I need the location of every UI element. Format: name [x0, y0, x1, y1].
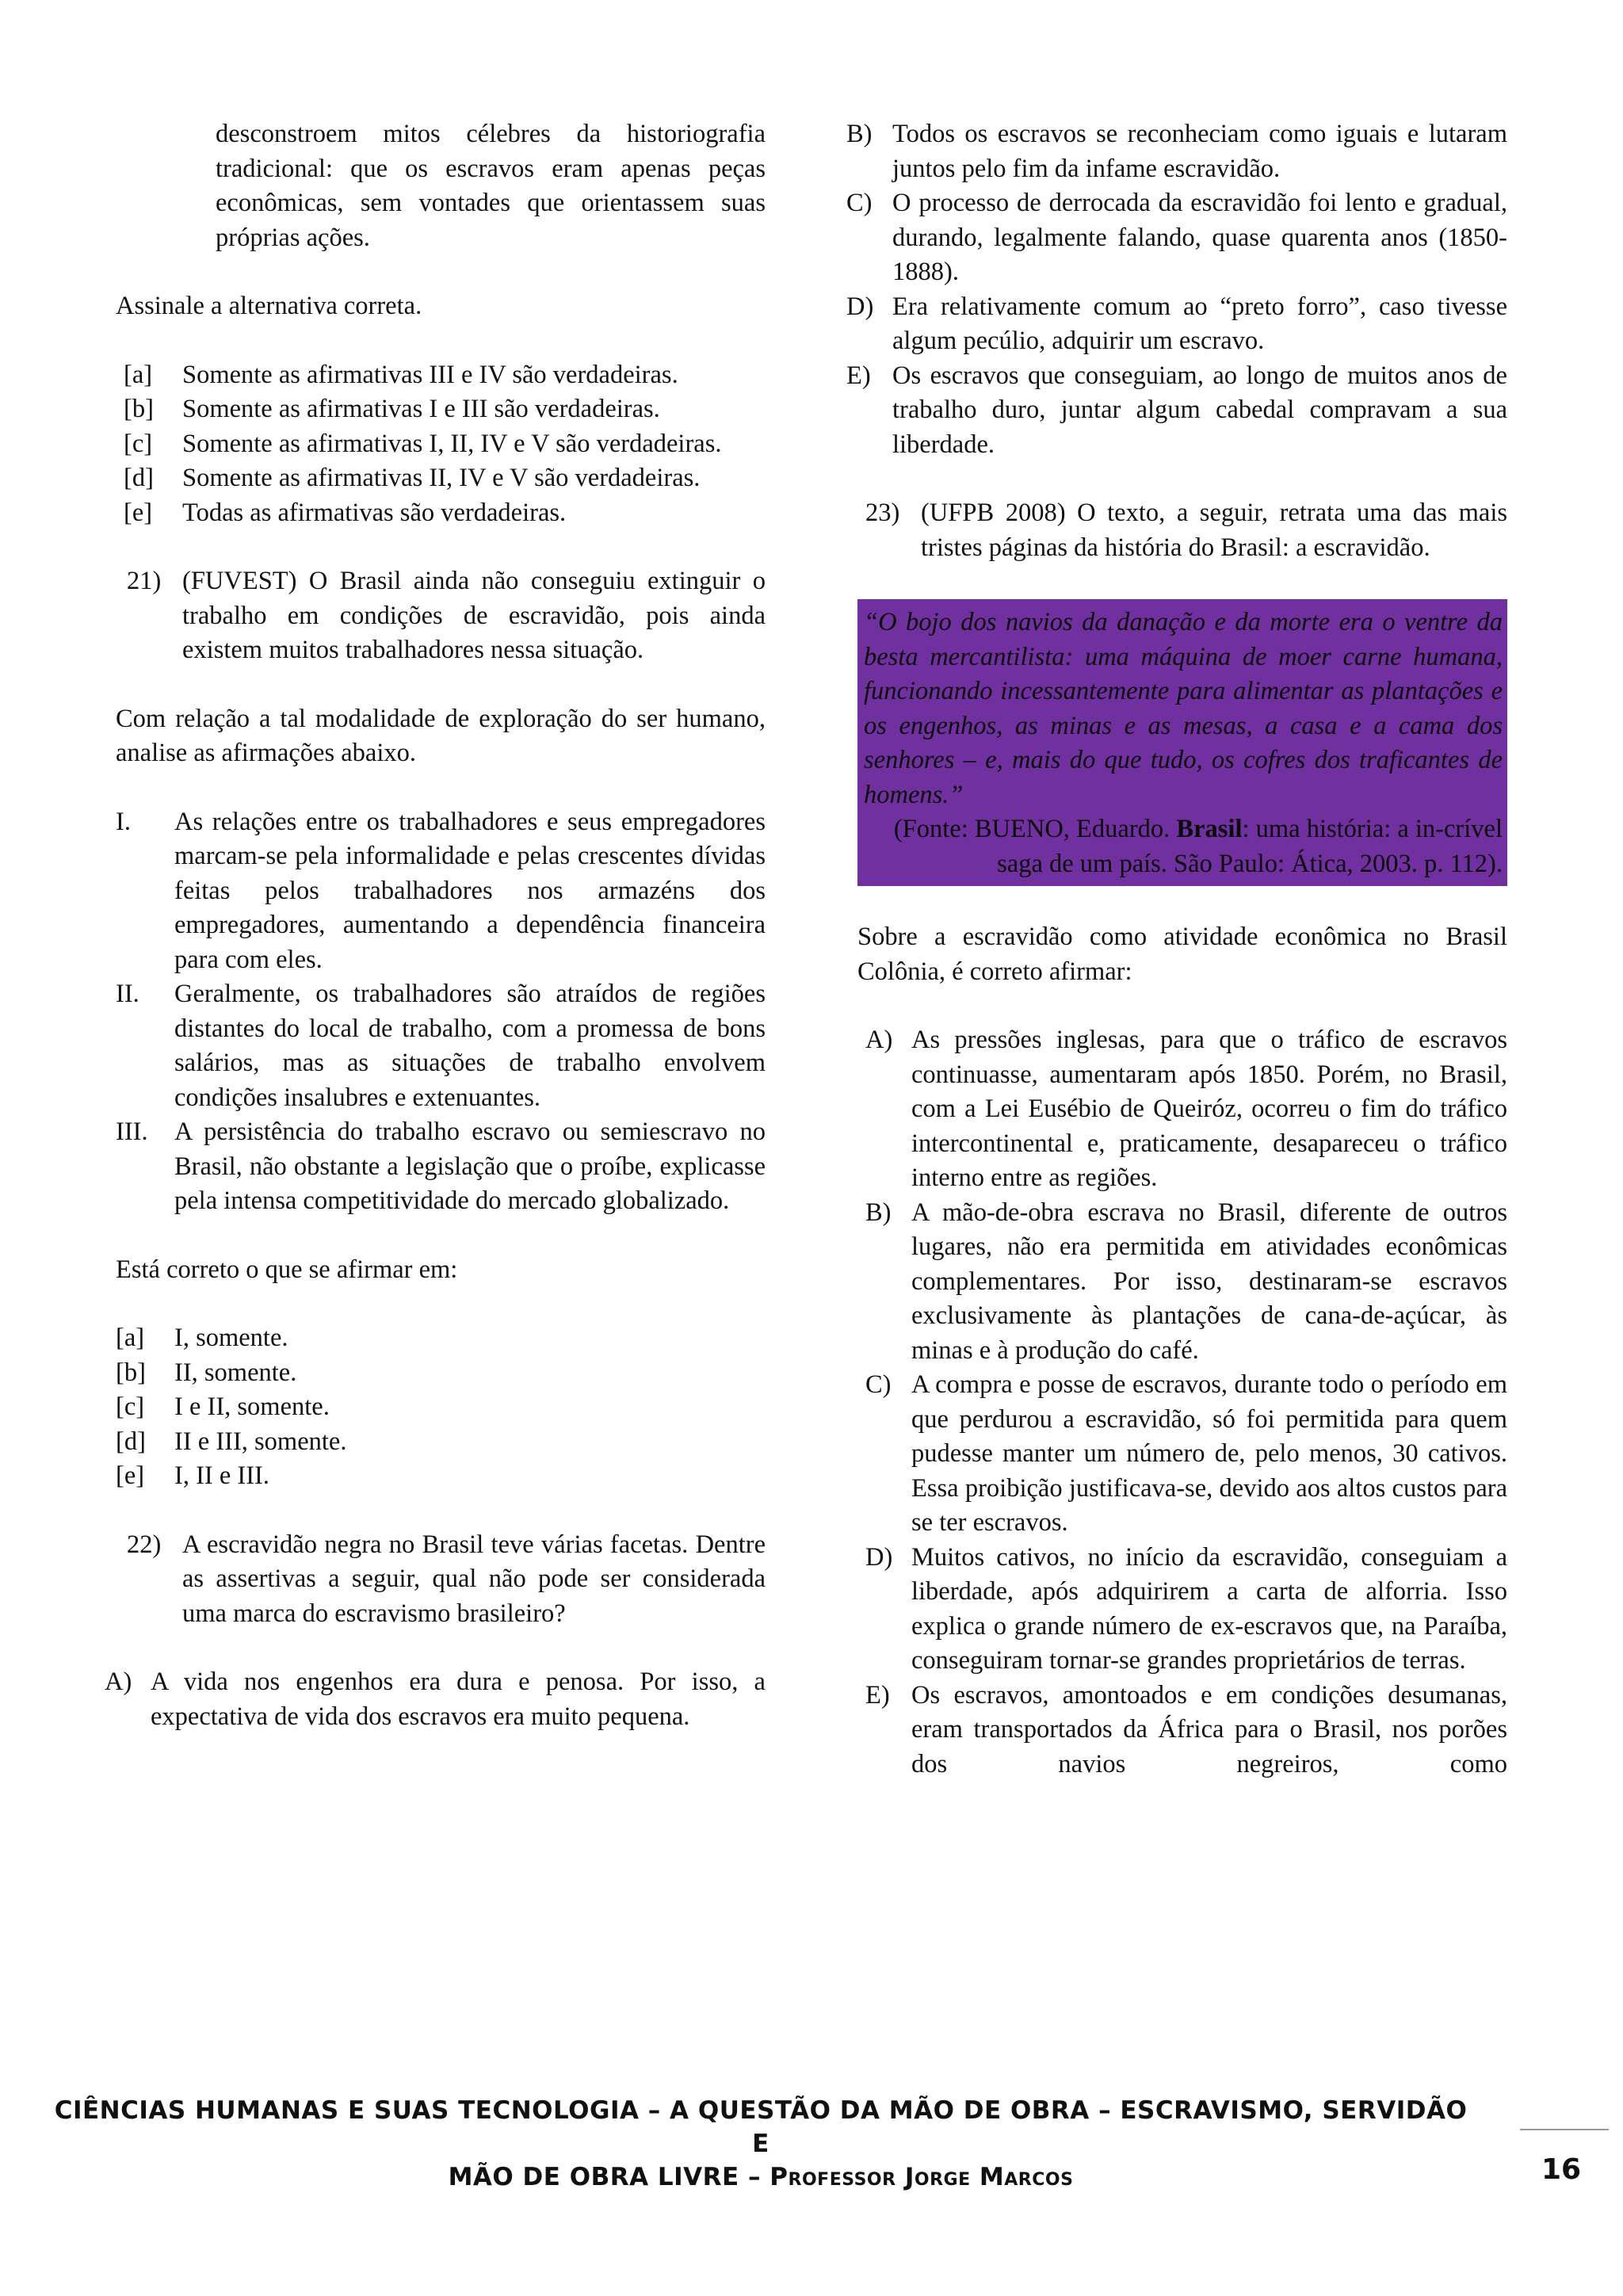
left-column	[105, 117, 766, 1734]
option-item	[865, 1023, 1507, 1196]
option-label: [c]	[116, 1392, 145, 1421]
option-text: I, somente.	[174, 1324, 288, 1352]
option-text: Somente as afirmativas II, IV e V são verdadeiras.	[182, 464, 701, 492]
option-item	[865, 1541, 1507, 1679]
option-text: O processo de derrocada da escravidão foi lento e gradual, durando, legalmente falando, quase quarenta anos (1850-1888).	[892, 189, 1507, 286]
option-text: I, II e III.	[174, 1461, 269, 1490]
statement-label: III.	[116, 1117, 148, 1146]
statement-label: I.	[116, 807, 131, 836]
option-text: A mão-de-obra escrava no Brasil, diferente de outros lugares, não era permitida em atividades econômicas complementares. Por isso, destinaram-se escravos exclusivamente às plantações de cana-de-açúcar, às minas e à produção do café.	[911, 1198, 1507, 1365]
source-suffix: : uma história: a in-crível saga de um país. São Paulo: Ática, 2003. p. 112).	[997, 815, 1503, 878]
option-item	[116, 1425, 766, 1460]
option-label: [d]	[116, 1427, 146, 1456]
question-22-options	[846, 117, 1507, 462]
option-label: C)	[846, 189, 873, 217]
question-23	[865, 496, 1507, 565]
option-text: II e III, somente.	[174, 1427, 347, 1456]
footer-divider	[1520, 2129, 1609, 2130]
question-21-prompt: Está correto o que se afirmar em:	[116, 1255, 458, 1284]
option-text: Os escravos que conseguiam, ao longo de muitos anos de trabalho duro, juntar algum cabedal compravam a sua liberdade.	[892, 361, 1507, 459]
option-label: B)	[865, 1198, 892, 1227]
option-text: Era relativamente comum ao “preto forro”, caso tivesse algum pecúlio, adquirir um escravo.	[892, 292, 1507, 355]
option-label: A)	[865, 1026, 893, 1054]
option-item	[116, 1459, 766, 1494]
footer-line-1: CIÊNCIAS HUMANAS E SUAS TECNOLOGIA – A QUESTÃO DA MÃO DE OBRA – ESCRAVISMO, SERVIDÃO E	[54, 2096, 1468, 2158]
option-label: [a]	[116, 1324, 145, 1352]
question-21-options	[116, 1321, 766, 1494]
option-text: Somente as afirmativas I e III são verdadeiras.	[182, 395, 660, 423]
option-text: Os escravos, amontoados e em condições desumanas, eram transportados da África para o Brasil, nos porões dos navios negreiros, como	[911, 1680, 1507, 1778]
option-item	[116, 1390, 766, 1425]
option-label: E)	[846, 361, 871, 390]
option-label: [e]	[124, 498, 153, 527]
statement-text: As relações entre os trabalhadores e seus empregadores marcam-se pela informalidade e pelas crescentes dívidas feitas pelos trabalhadores nos armazéns dos empregadores, aumentando a dependência financeira para com eles.	[174, 807, 766, 974]
option-text: Somente as afirmativas I, II, IV e V são verdadeiras.	[182, 429, 722, 458]
footer-subject: MÃO DE OBRA LIVRE –	[448, 2163, 770, 2191]
statement-label: II.	[116, 980, 139, 1008]
question-23-options	[865, 1023, 1507, 1782]
option-text: II, somente.	[174, 1358, 297, 1387]
question-21	[127, 564, 766, 668]
statement-item	[116, 977, 766, 1115]
quote-box	[857, 599, 1507, 886]
option-item	[124, 461, 766, 496]
option-label: E)	[865, 1680, 890, 1710]
option-text: I e II, somente.	[174, 1392, 330, 1421]
option-label: D)	[865, 1542, 893, 1572]
question-20-instruction: Assinale a alternativa correta.	[116, 292, 422, 320]
question-number: 21)	[127, 567, 162, 595]
source-prefix: (Fonte: BUENO, Eduardo.	[893, 815, 1177, 843]
option-text: A compra e posse de escravos, durante todo o período em que perdurou a escravidão, só foi permitida para quem pudesse manter um número de, pelo menos, 30 cativos. Essa proibição justificava-se, devido aos altos custos para se ter escravos.	[911, 1370, 1507, 1537]
option-label: [a]	[124, 360, 153, 389]
question-21-statements	[116, 805, 766, 1219]
option-item	[105, 1665, 766, 1734]
statement-item	[116, 805, 766, 978]
option-item	[116, 1356, 766, 1391]
option-text: Todos os escravos se reconheciam como iguais e lutaram juntos pelo fim da infame escravidão.	[892, 120, 1507, 183]
question-number: 22)	[127, 1530, 162, 1559]
option-label: [b]	[116, 1358, 146, 1387]
question-text: A escravidão negra no Brasil teve várias facetas. Dentre as assertivas a seguir, qual não pode ser considerada uma marca do escravismo brasileiro?	[182, 1530, 766, 1628]
question-21-intro: Com relação a tal modalidade de exploração do ser humano, analise as afirmações abaixo.	[116, 704, 766, 767]
option-label: [e]	[116, 1461, 145, 1490]
question-text: (UFPB 2008) O texto, a seguir, retrata uma das mais tristes páginas da história do Brasil: a escravidão.	[921, 499, 1507, 562]
option-item	[846, 290, 1507, 359]
option-item	[116, 1321, 766, 1356]
option-item	[124, 496, 766, 531]
right-column	[846, 117, 1507, 1782]
option-label: B)	[846, 120, 873, 148]
option-label: [d]	[124, 464, 154, 492]
source-book-title: Brasil	[1176, 815, 1243, 843]
option-item	[846, 117, 1507, 186]
footer-line-2	[48, 2160, 1474, 2194]
option-item	[865, 1368, 1507, 1541]
option-item	[865, 1196, 1507, 1369]
statement-text: Geralmente, os trabalhadores são atraídos de regiões distantes do local de trabalho, com a promessa de bons salários, mas as situações de trabalho envolvem condições insalubres e extenuantes.	[174, 980, 766, 1112]
statement-text: A persistência do trabalho escravo ou semiescravo no Brasil, não obstante a legislação que o proíbe, explicasse pela intensa competitividade do mercado globalizado.	[174, 1117, 766, 1215]
question-number: 23)	[865, 499, 900, 527]
quote-source	[864, 812, 1503, 881]
option-label: A)	[105, 1668, 132, 1696]
question-22	[127, 1528, 766, 1632]
option-text: Somente as afirmativas III e IV são verdadeiras.	[182, 360, 678, 389]
quote-text: “O bojo dos navios da danação e da morte era o ventre da besta mercantilista: uma máquina de moer carne humana, funcionando incessantemente para alimentar as plantações e os engenhos, as minas e as mesas, a casa e a cama dos senhores – e, mais do que tudo, os cofres dos traficantes de homens.”	[864, 608, 1503, 809]
option-text: Muitos cativos, no início da escravidão, conseguiam a liberdade, após adquirirem a carta de alforria. Isso explica o grande número de ex-escravos que, na Paraíba, conseguiram tornar-se grandes proprietários de terras.	[911, 1542, 1507, 1675]
option-text: Todas as afirmativas são verdadeiras.	[182, 498, 567, 527]
option-label: [b]	[124, 395, 154, 423]
option-label: D)	[846, 292, 874, 321]
page-footer	[48, 2094, 1474, 2194]
page-number: 16	[1541, 2153, 1582, 2186]
option-label: [c]	[124, 429, 153, 458]
option-item	[846, 186, 1507, 290]
option-text: A vida nos engenhos era dura e penosa. Por isso, a expectativa de vida dos escravos era muito pequena.	[151, 1668, 766, 1731]
question-20-options	[124, 358, 766, 531]
statement-item	[116, 1115, 766, 1219]
option-item	[865, 1679, 1507, 1782]
option-item	[124, 427, 766, 462]
question-text: (FUVEST) O Brasil ainda não conseguiu extinguir o trabalho em condições de escravidão, pois ainda existem muitos trabalhadores nessa situação.	[182, 567, 766, 664]
question-23-intro: Sobre a escravidão como atividade econômica no Brasil Colônia, é correto afirmar:	[857, 923, 1507, 986]
option-item	[124, 358, 766, 393]
option-item	[124, 392, 766, 427]
footer-author: Professor Jorge Marcos	[769, 2163, 1074, 2191]
option-text: As pressões inglesas, para que o tráfico de escravos continuasse, aumentaram após 1850. Porém, no Brasil, com a Lei Eusébio de Queiróz, ocorreu o fim do tráfico intercontinental e, praticamente, desapareceu o tráfico interno entre as regiões.	[911, 1026, 1507, 1192]
option-label: C)	[865, 1370, 892, 1399]
option-item	[846, 359, 1507, 463]
question-20-continuation: desconstroem mitos célebres da historiografia tradicional: que os escravos eram apenas peças econômicas, sem vontades que orientassem suas próprias ações.	[216, 120, 766, 252]
